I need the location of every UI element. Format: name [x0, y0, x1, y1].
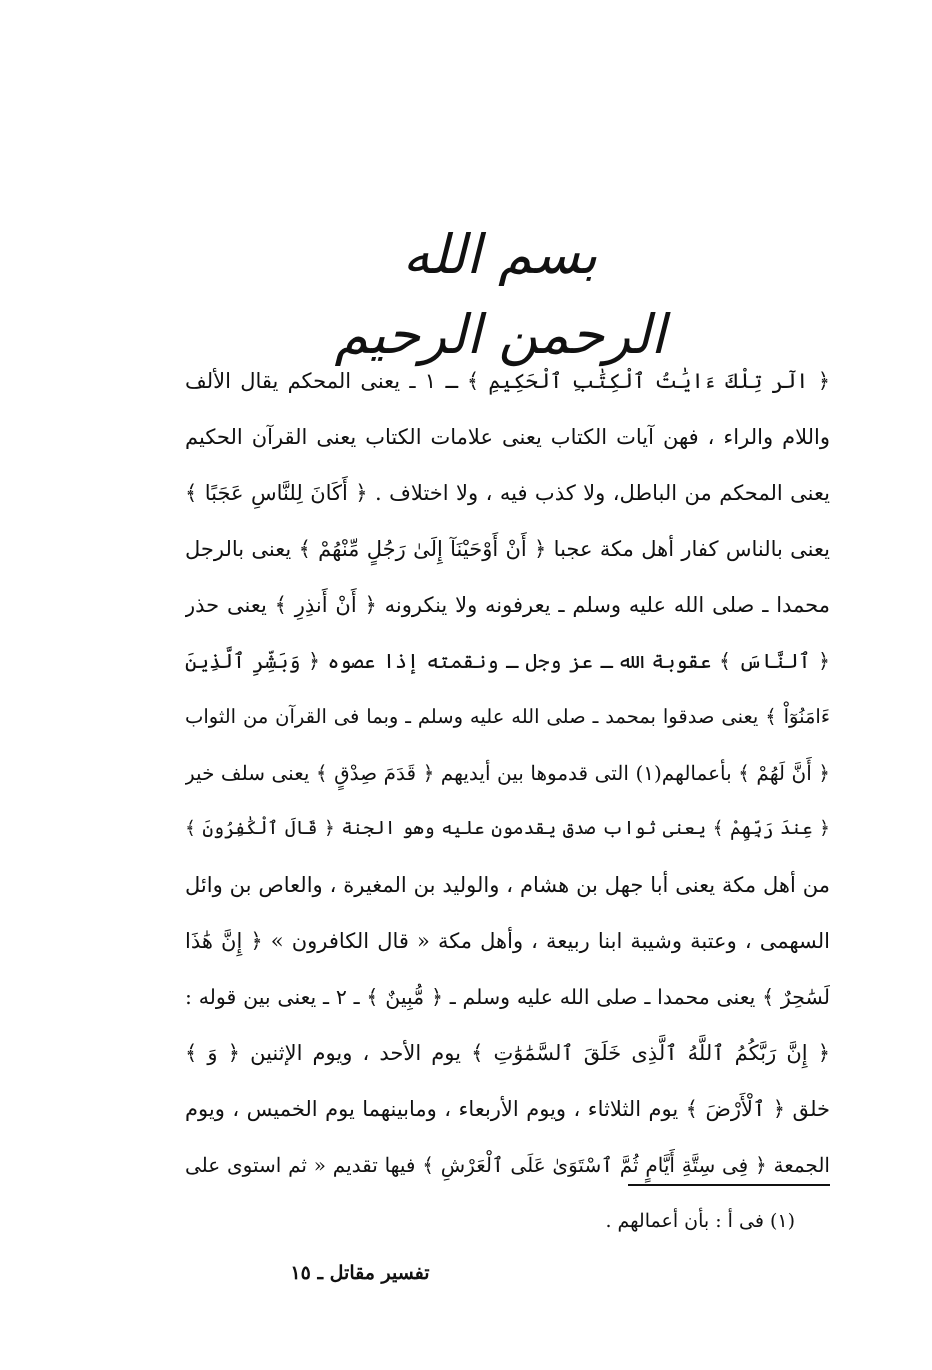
text-line: ﴿ عِندَ رَبِّهِمْ ﴾ يعنى ثواب صدق يقدمون عليه وهو الجنة ﴿ قَالَ ٱلْكَٰفِرُونَ ﴾ [185, 818, 830, 839]
page-footer: تفسير مقاتل ـ ١٥ [290, 1262, 430, 1284]
text-line: ﴿ أَنَّ لَهُمْ ﴾ بأعمالهم(١) التى قدموها بين أيديهم ﴿ قَدَمَ صِدْقٍ ﴾ يعنى سلف خير [185, 761, 830, 785]
text-line: ﴿ ٱلنَّاسَ ﴾ عقوبة الله ـ عز وجل ـ ونقمته إذا عصوه ﴿ وَبَشِّرِ ٱلَّذِينَ [185, 649, 830, 673]
text-line: يعنى المحكم من الباطل، ولا كذب فيه ، ولا اختلاف . ﴿ أَكَانَ لِلنَّاسِ عَجَبًا ﴾ [185, 481, 830, 505]
text-line: من أهل مكة يعنى أبا جهل بن هشام ، والوليد بن المغيرة ، والعاص بن وائل [185, 873, 830, 897]
text-line: ﴿ الٓر تِلْكَ ءَايَٰتُ ٱلْكِتَٰبِ ٱلْحَكِيمِ ﴾ ـ ١ ـ يعنى المحكم يقال الألف [185, 369, 830, 393]
text-line: الجمعة ﴿ فِى سِتَّةِ أَيَّامٍ ثُمَّ ٱسْتَوَىٰ عَلَى ٱلْعَرْشِ ﴾ فيها تقديم « ثم استوى على [185, 1153, 830, 1177]
text-line: محمدا ـ صلى الله عليه وسلم ـ يعرفونه ولا ينكرونه ﴿ أَنْ أَنذِرِ ﴾ يعنى حذر [185, 593, 830, 617]
text-line: لَسَٰحِرٌ ﴾ يعنى محمدا ـ صلى الله عليه وسلم ـ ﴿ مُّبِينٌ ﴾ ـ ٢ ـ يعنى بين قوله : [185, 985, 830, 1009]
text-line: السهمى ، وعتبة وشيبة ابنا ربيعة ، وأهل مكة « قال الكافرون » ﴿ إِنَّ هَٰذَا [185, 929, 830, 953]
text-line: خلق ﴿ ٱلْأَرْضَ ﴾ يوم الثلاثاء ، ويوم الأربعاء ، ومابينهما يوم الخميس ، ويوم [185, 1097, 830, 1121]
text-line: ءَامَنُوٓاْ ﴾ يعنى صدقوا بمحمد ـ صلى الله عليه وسلم ـ وبما فى القرآن من الثواب [185, 705, 830, 728]
text-line: واللام والراء ، فهن آيات الكتاب يعنى علامات الكتاب يعنى القرآن الحكيم [185, 425, 830, 449]
body-text [185, 353, 830, 1193]
text-line: يعنى بالناس كفار أهل مكة عجبا ﴿ أَنْ أَوْحَيْنَآ إِلَىٰ رَجُلٍ مِّنْهُمْ ﴾ يعنى بالرجل [185, 537, 830, 561]
footnote-rule [628, 1184, 830, 1186]
text-line: ﴿ إِنَّ رَبَّكُمُ ٱللَّهُ ٱلَّذِى خَلَقَ ٱلسَّمَٰوَٰتِ ﴾ يوم الأحد ، ويوم الإثنين ﴿ وَ ﴾ [185, 1041, 830, 1065]
basmala-heading: بسم الله الرحمن الرحيم [334, 223, 666, 366]
footnote: (١) فى أ : بأن أعمالهم . [605, 1210, 795, 1232]
